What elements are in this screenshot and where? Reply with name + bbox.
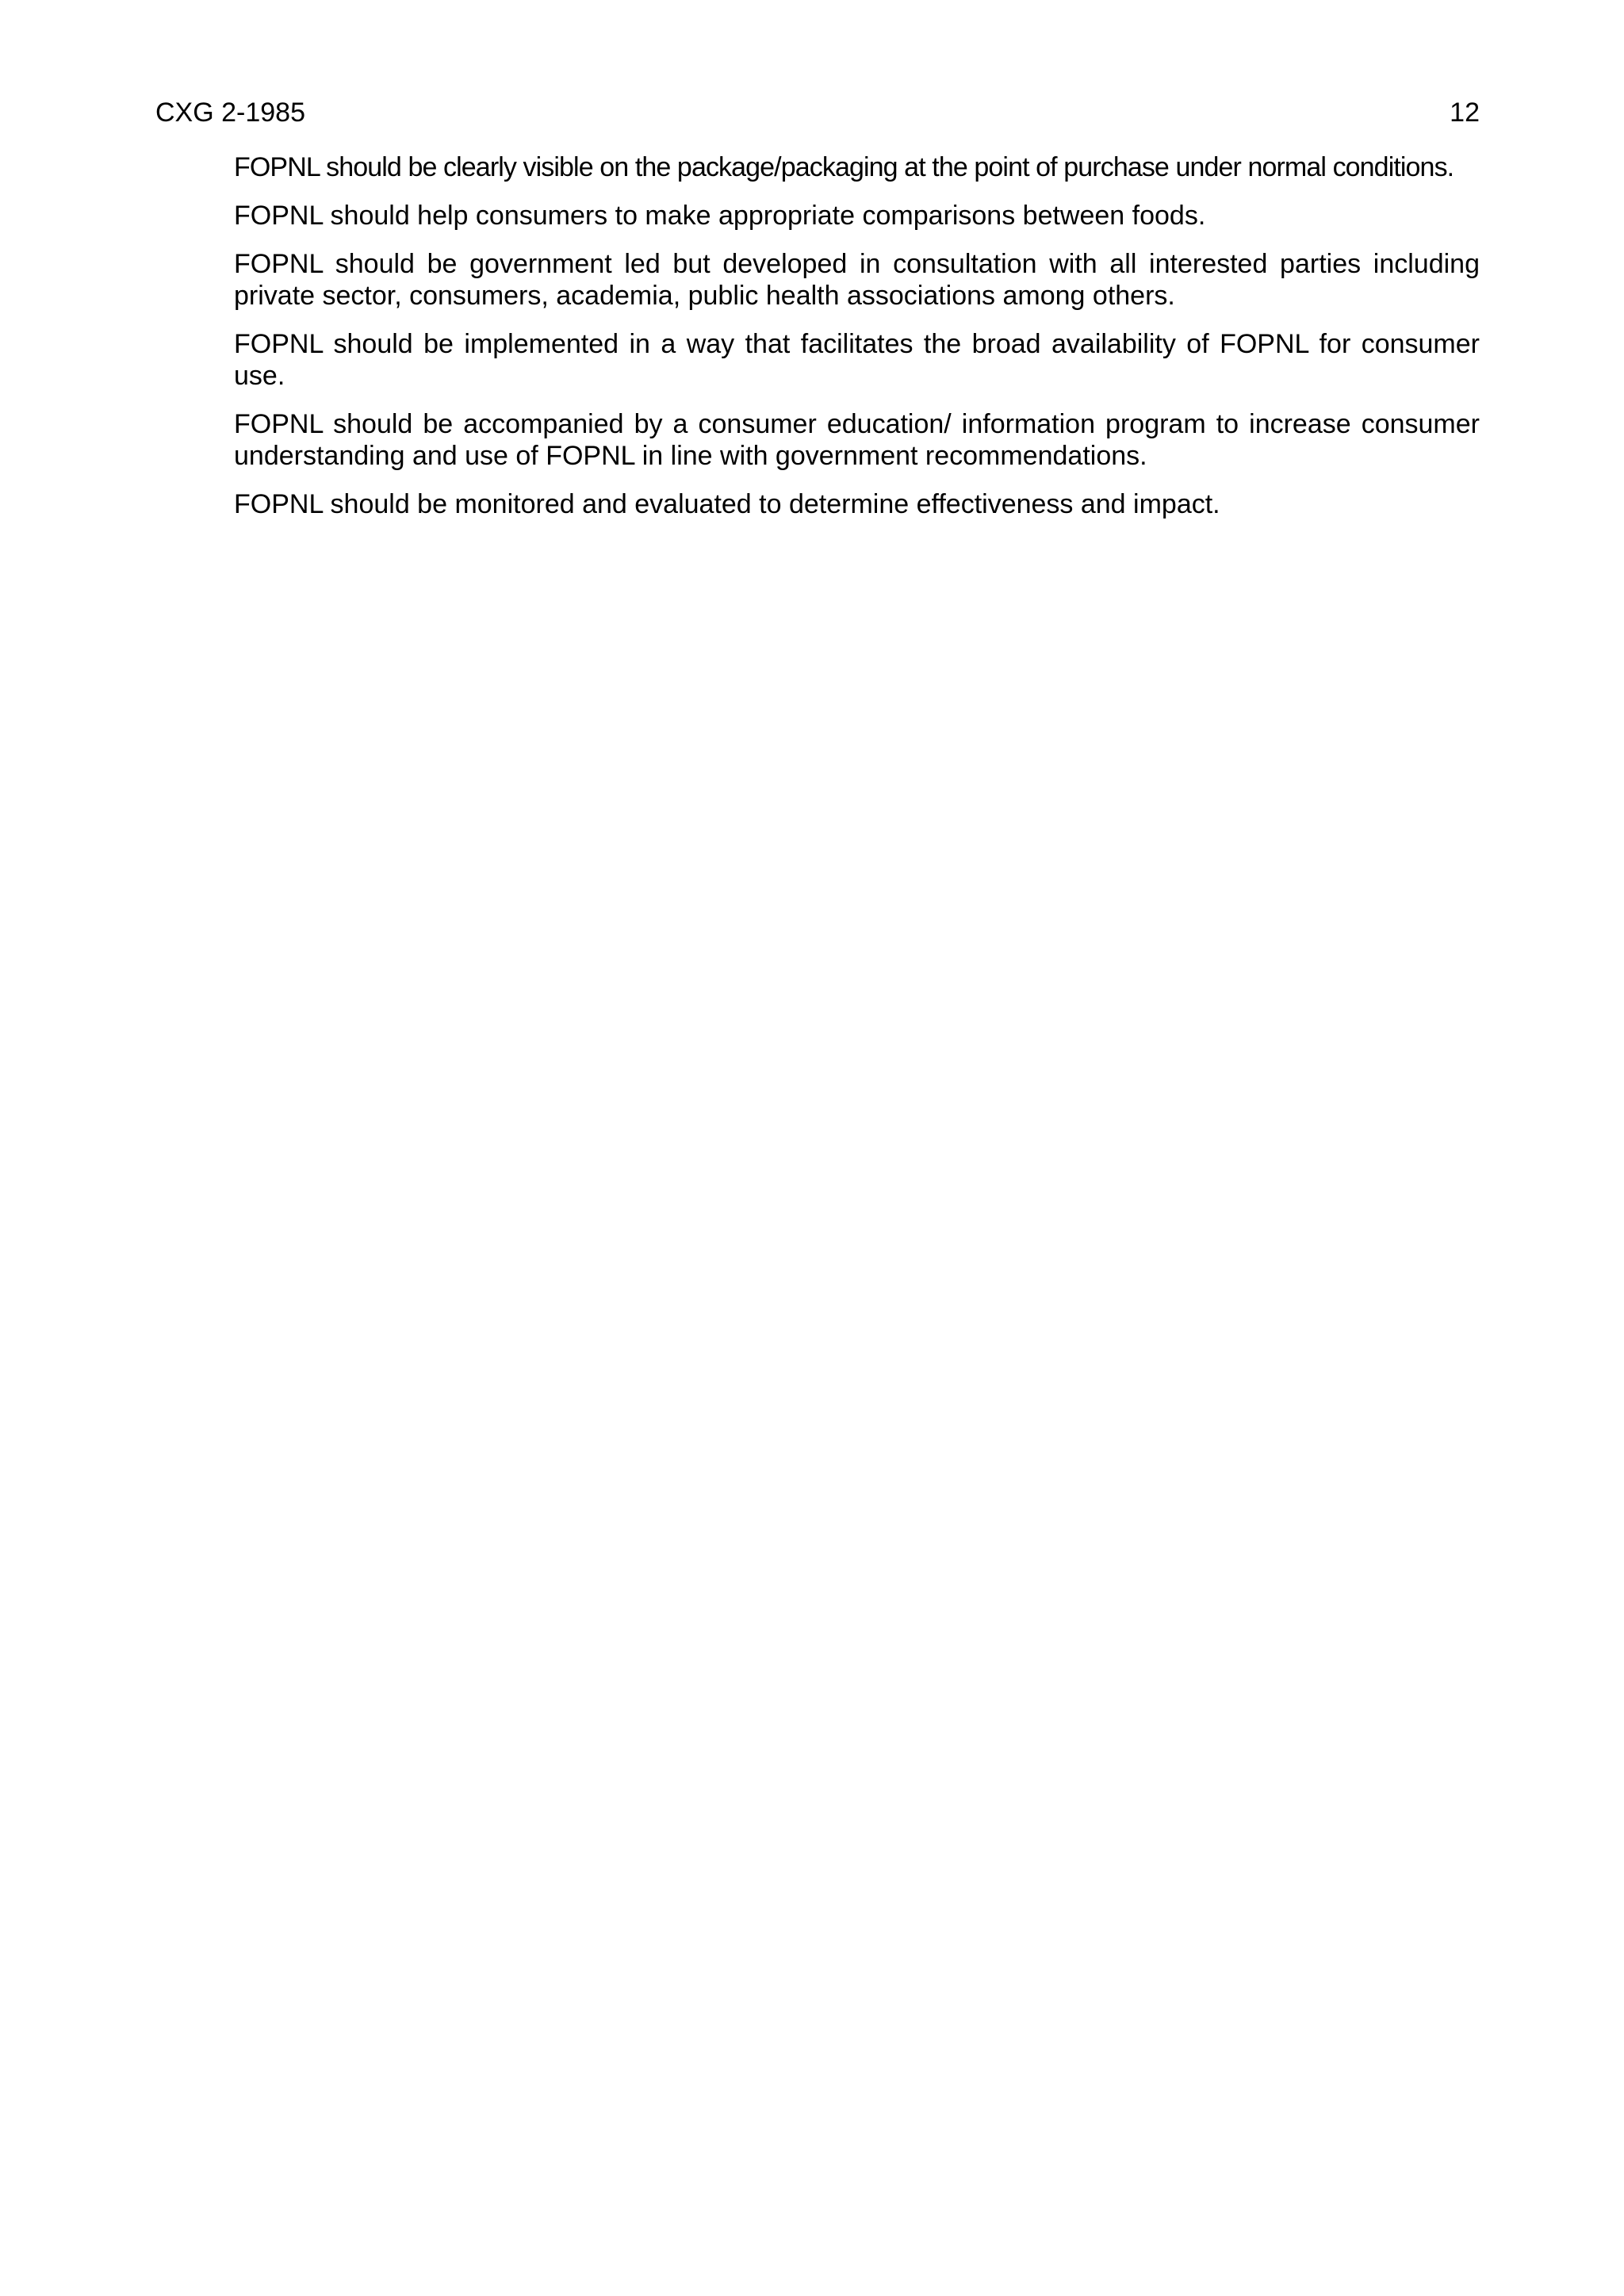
document-code: CXG 2-1985 — [155, 98, 305, 128]
page-header — [155, 94, 1480, 132]
paragraph-comparisons: FOPNL should help consumers to make appropriate comparisons between foods. — [234, 201, 1206, 231]
paragraph-availability: FOPNL should be implemented in a way that facilitates the broad availability of FOPNL for consumer use. — [234, 329, 1480, 391]
page-number: 12 — [1450, 98, 1480, 128]
document-body — [234, 151, 1480, 537]
paragraph-monitoring: FOPNL should be monitored and evaluated to determine effectiveness and impact. — [234, 489, 1220, 519]
paragraph-government-led: FOPNL should be government led but developed in consultation with all interested parties including private sector, consumers, academia, public health associations among others. — [234, 249, 1480, 311]
paragraph-education: FOPNL should be accompanied by a consumer education/ information program to increase consumer understanding and use of FOPNL in line with government recommendations. — [234, 409, 1480, 471]
paragraph-visibility: FOPNL should be clearly visible on the package/packaging at the point of purchase under normal conditions. — [234, 152, 1454, 182]
